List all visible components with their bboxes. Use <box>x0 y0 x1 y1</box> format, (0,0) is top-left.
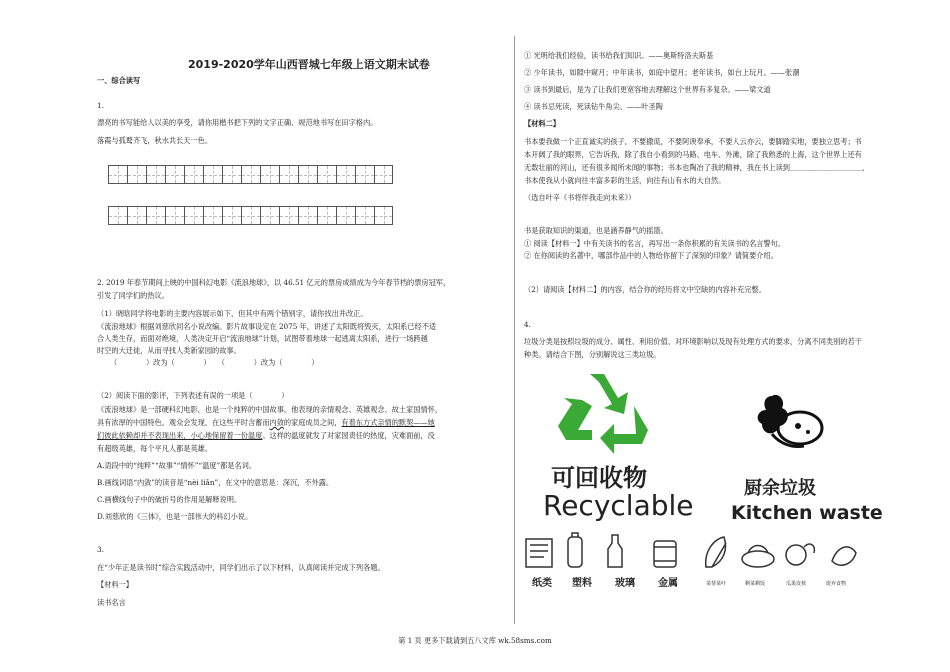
grid-cell[interactable] <box>203 165 222 184</box>
review-text: 具有浓厚的中国特色。观众会发现，在这些平时含蓄而 <box>97 418 270 427</box>
kitchen-item-waste-food: 废弃食物 <box>826 581 847 587</box>
material-2-line: 本开阔了我的眼界，它告诉我，除了我自小看到的马路、电车、外滩，除了我熟悉的上海，这个世界上还有 <box>524 150 862 159</box>
material-1-heading: 【材料一】 <box>97 580 133 589</box>
recyclable-en-label: Recyclable <box>543 489 694 522</box>
kitchen-item-leftovers: 剩菜剩饭 <box>745 581 766 587</box>
q3-question-line: ② 在你阅读的名著中，哪部作品中的人物给你留下了深刻的印象？请简要介绍。 <box>524 251 778 260</box>
q1-number: 1. <box>97 101 104 110</box>
q4-number: 4. <box>524 320 531 329</box>
q2-part1-line: 时空的大迁徒，从而寻找人类新家园的故事。 <box>97 346 241 355</box>
recycle-symbol-icon <box>548 368 660 460</box>
q2-review-line <box>97 431 435 441</box>
grid-cell[interactable] <box>108 206 127 225</box>
writing-grid-row-2[interactable] <box>108 206 393 225</box>
q3-sub-question-2: （2）请阅读【材料二】的内容，结合你的经历将文中空缺的内容补充完整。 <box>524 285 766 294</box>
grid-cell[interactable] <box>108 165 127 184</box>
grid-cell[interactable] <box>336 206 355 225</box>
grid-cell[interactable] <box>260 165 279 184</box>
grid-cell[interactable] <box>127 206 146 225</box>
q2-part1-label: （1）晓晗同学将电影的主要内容展示如下，但其中有两个错别字，请你找出并改正。 <box>97 309 368 318</box>
kitchen-item-fruit-peels: 瓜果皮核 <box>786 581 807 587</box>
q2-part2-label: （2）阅读下面的影评，下列表述有误的一项是（ ） <box>97 391 289 400</box>
grid-cell[interactable] <box>146 165 165 184</box>
grid-cell[interactable] <box>336 165 355 184</box>
underlined-word: 内敛 <box>269 418 284 427</box>
q4-line: 种类。请结合下图，分别解说这三类垃圾。 <box>524 350 661 359</box>
kitchen-waste-icon <box>752 390 828 454</box>
grid-cell[interactable] <box>222 206 241 225</box>
review-text: 。这样的温度就发了对家园责任的热度，灾难面前，没 <box>262 431 435 440</box>
q2-intro-1: 2. 2019 年春节期间上映的中国科幻电影《流浪地球》，以 46.51 亿元的票房成绩成为今年春节档的票房冠军， <box>97 278 451 287</box>
kitchen-item-vegetable-leaves: 菜帮菜叶 <box>706 581 727 587</box>
grid-cell[interactable] <box>374 206 393 225</box>
grid-cell[interactable] <box>241 206 260 225</box>
grid-cell[interactable] <box>222 165 241 184</box>
q2-review-line: 有超级英雄，每个平凡人都是英雄。 <box>97 444 213 453</box>
quote-2: ② 少年读书，如隙中窥月；中年读书，如庭中望月；老年读书，如台上玩月。——张潮 <box>524 68 800 77</box>
page-footer: 第 1 页 更多下载请到五八文库 wk.58sms.com <box>398 636 552 645</box>
grid-cell[interactable] <box>279 206 298 225</box>
quote-1: ① 光明给我们经验，读书给我们知识。——奥斯特洛夫斯基 <box>524 51 714 60</box>
grid-cell[interactable] <box>355 206 374 225</box>
q4-line: 垃圾分类是按照垃圾的成分、属性、利用价值、对环境影响以及现有处理方式的要求，分离不同类别的若干 <box>524 337 862 346</box>
material-2-line: 无数壮丽的河山，还有很多闻所未闻的事物；书本也陶冶了我的精神，我在书上读到＿＿＿＿＿＿＿＿＿＿， <box>524 163 870 172</box>
grid-cell[interactable] <box>165 165 184 184</box>
grid-cell[interactable] <box>279 165 298 184</box>
grid-cell[interactable] <box>184 165 203 184</box>
grid-cell[interactable] <box>260 206 279 225</box>
recycle-item-plastic: 塑料 <box>572 578 592 589</box>
option-c[interactable]: C.画横线句子中的破折号的作用是解释说明。 <box>97 495 242 504</box>
grid-cell[interactable] <box>317 165 336 184</box>
q1-text: 落霞与孤鹜齐飞，秋水共长天一色。 <box>97 136 213 145</box>
option-a[interactable]: A.语段中的“纯粹”“故事”“情怀”“温度”都是名词。 <box>97 461 257 470</box>
option-d[interactable]: D.刘慈欣的《三体》，也是一部伟大的科幻小说。 <box>97 512 253 521</box>
recycle-item-paper: 纸类 <box>532 578 552 589</box>
recyclable-cn-label: 可回收物 <box>551 464 647 492</box>
recycle-item-glass: 玻璃 <box>615 578 635 589</box>
q2-part1-line: 《流浪地球》根据刘慈欣同名小说改编。影片故事设定在 2075 年，讲述了太阳既将毁灭，太阳系已经不适 <box>97 322 437 331</box>
q2-review-line: 《流浪地球》是一部硬科幻电影，也是一个纯粹的中国故事。他表现的亲情观念、英雄观念、故土家国情怀， <box>97 405 443 414</box>
underlined-sentence: 有着东方式亲情的默契——她 <box>341 418 435 427</box>
grid-cell[interactable] <box>165 206 184 225</box>
option-b[interactable]: B.画线词语“内敛”的读音是“nèi liǎn”，在文中的意思是：深沉，不外露。 <box>97 478 334 487</box>
q3-instruction: 在“少年正是读书时”综合实践活动中，同学们出示了以下材料，认真阅读并完成下列各题。 <box>97 563 385 572</box>
column-divider <box>514 36 515 624</box>
q2-intro-2: 引发了同学们的热议。 <box>97 291 169 300</box>
q2-review-line <box>97 418 435 428</box>
underlined-sentence: 们彼此依赖却并不表现出来，小心地保留着一份温度 <box>97 431 263 440</box>
recyclable-items-icon <box>522 531 694 573</box>
quotes-label: 读书名言 <box>97 598 126 607</box>
grid-cell[interactable] <box>298 165 317 184</box>
grid-cell[interactable] <box>203 206 222 225</box>
grid-cell[interactable] <box>241 165 260 184</box>
q2-answer-blanks[interactable]: （ ）改为（ ） （ ）改为（ ） <box>110 358 319 367</box>
q3-question-line: ① 阅读【材料一】中有关读书的名言，再写出一条你积累的有关读书的名言警句。 <box>524 239 786 248</box>
kitchen-items-icon <box>700 531 860 573</box>
recycle-item-metal: 金属 <box>658 578 678 589</box>
grid-cell[interactable] <box>127 165 146 184</box>
quote-4: ④ 读书忌死读，死读钻牛角尖、——叶圣陶 <box>524 102 663 111</box>
material-2-line: 书本要我做一个正直诚实的孩子，不要撒谎，不要阿谀奉承，不要人云亦云，要脚踏实地，要独立思考；书 <box>524 137 862 146</box>
q2-part1-line: 合人类生存，而面对绝境，人类决定开启“流浪地球”计划，试图带着地球一起逃离太阳系，进行一场跨越 <box>97 334 428 343</box>
q3-number: 3. <box>97 545 104 554</box>
grid-cell[interactable] <box>184 206 203 225</box>
quote-3: ③ 读书到最后，是为了让我们更宽容地去理解这个世界有多复杂。——梁文道 <box>524 85 771 94</box>
material-2-heading: 【材料二】 <box>524 119 560 128</box>
q3-question-line: 书是获取知识的渠道，也是涵养静气的摇篮。 <box>524 226 668 235</box>
grid-cell[interactable] <box>374 165 393 184</box>
grid-cell[interactable] <box>355 165 374 184</box>
q1-instruction: 漂亮的书写能给人以美的享受，请你用楷书把下列的文字正确、规范地书写在田字格内。 <box>97 118 378 127</box>
grid-cell[interactable] <box>146 206 165 225</box>
page-title: 2019-2020学年山西晋城七年级上语文期末试卷 <box>188 58 430 71</box>
material-2-source: （选自叶辛《书将伴我走向未来》） <box>524 193 636 202</box>
kitchen-cn-label: 厨余垃圾 <box>744 478 816 499</box>
grid-cell[interactable] <box>298 206 317 225</box>
section-heading: 一、综合读写 <box>97 76 141 85</box>
grid-cell[interactable] <box>317 206 336 225</box>
material-2-line: 书本使我从小就向往丰富多彩的生活，向往有山有水的大自然。 <box>524 176 726 185</box>
review-text: 的家庭成员之间， <box>283 418 342 427</box>
writing-grid-row-1[interactable] <box>108 165 393 184</box>
kitchen-en-label: Kitchen waste <box>731 502 883 524</box>
